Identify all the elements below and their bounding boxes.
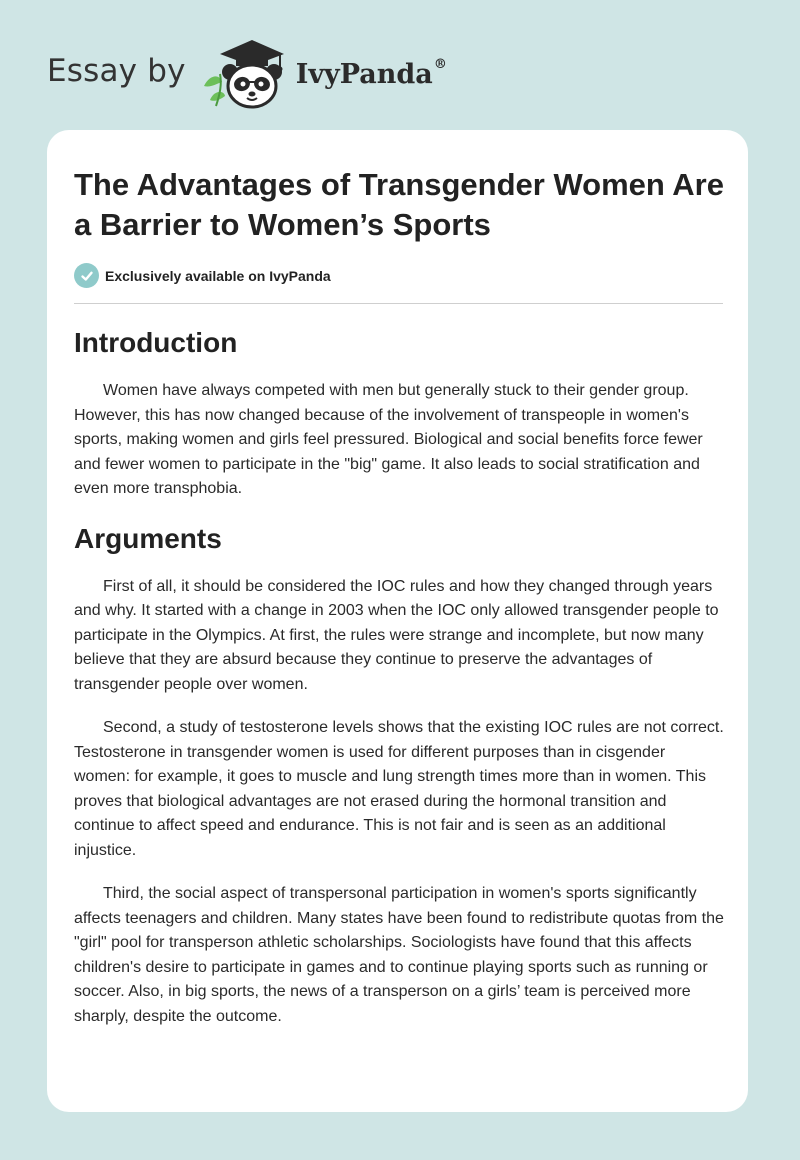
title-divider [74,303,723,304]
check-circle-icon [74,263,99,288]
registered-mark: ® [433,56,447,72]
essay-by-label: Essay by [47,53,186,89]
exclusive-badge [74,263,331,288]
essay-body [74,325,724,1048]
essay-card [47,130,748,1112]
section-heading: Introduction [74,327,238,358]
section-heading: Arguments [74,522,222,554]
site-header [47,34,447,110]
essay-title: The Advantages of Transgender Women Are a Barrier to Women’s Sports [74,167,724,242]
paragraph: Third, the social aspect of transpersonal participation in women's sports significantly affects teenagers and children. Many states have been found to redistribute quotas from the "girl" pool for transperson athletic scholarships. Sociologists have found that this affects children's desire to participate in games and to continue playing sports such as running or soccer. Also, in big sports, the news of a transperson on a girls’ team is perceived more sharply, despite the outcome. [74,885,724,1025]
paragraph: Women have always competed with men but generally stuck to their gender group. However, this has now changed because of the involvement of transpeople in women's sports, making women and girls feel pressured. Biological and social benefits force fewer and fewer women to participate in the "big" game. It also leads to social stratification and even more transphobia. [74,382,703,497]
section-introduction [74,325,724,502]
paragraph: Second, a study of testosterone levels shows that the existing IOC rules are not correct. Testosterone in transgender women is used for different purposes than in cisgender women: for example, it goes to muscle and lung strength times more than in women. This proves that biological advantages are not erased during the hormonal transition and continue to affect speed and endurance. This is not fair and is seen as an additional injustice. [74,719,724,859]
check-icon [80,269,94,283]
panda-graduate-logo-icon[interactable] [200,34,290,110]
brand-name[interactable] [295,56,447,90]
paragraph: First of all, it should be considered the IOC rules and how they changed through years and why. It started with a change in 2003 when the IOC only allowed transgender people to participate in the Olympics. At first, the rules were strange and incomplete, but now many believe that they are absurd because they continue to preserve the advantages of transgender people over women. [74,577,719,693]
exclusive-badge-label: Exclusively available on IvyPanda [105,267,331,284]
section-arguments [74,521,724,1030]
brand-text: IvyPanda [295,58,433,90]
